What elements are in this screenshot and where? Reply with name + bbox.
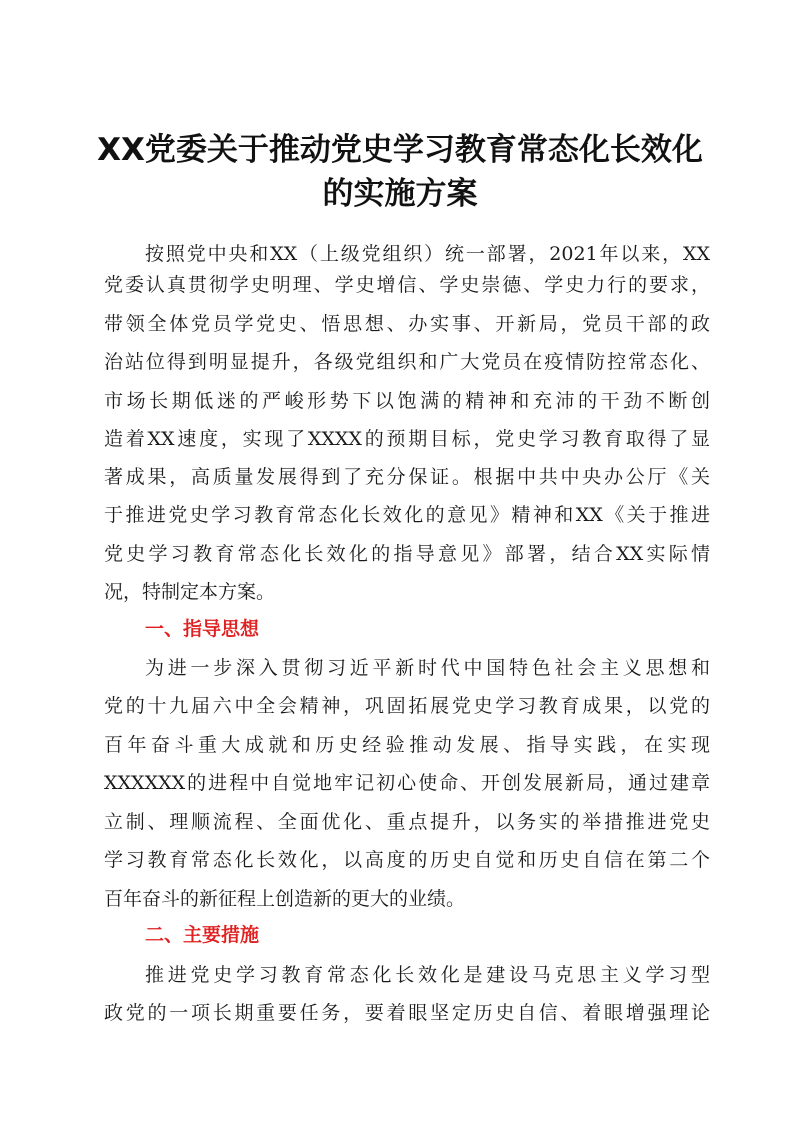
paragraph-line: 党的十九届六中全会精神，巩固拓展党史学习教育成果，以党的 xyxy=(104,695,710,717)
paragraph-line: 著成果，高质量发展得到了充分保证。根据中共中央办公厅《关 xyxy=(104,466,710,488)
section-heading-main-measures: 二、主要措施 xyxy=(145,924,260,946)
paragraph-line: 为进一步深入贯彻习近平新时代中国特色社会主义思想和 xyxy=(145,657,710,679)
paragraph-line: 百年奋斗重大成就和历史经验推动发展、指导实践，在实现 xyxy=(104,734,710,756)
paragraph-line: 按照党中央和XX（上级党组织）统一部署，2021年以来，XX xyxy=(145,243,710,265)
paragraph-line: 治站位得到明显提升，各级党组织和广大党员在疫情防控常态化、 xyxy=(104,351,710,373)
paragraph-line: 市场长期低迷的严峻形势下以饱满的精神和充沛的干劲不断创 xyxy=(104,390,710,412)
paragraph-line: 造着XX速度，实现了XXXX的预期目标，党史学习教育取得了显 xyxy=(104,428,710,450)
paragraph-line: 推进党史学习教育常态化长效化是建设马克思主义学习型 xyxy=(145,964,710,986)
paragraph-line: XXXXXX的进程中自觉地牢记初心使命、开创发展新局，通过建章 xyxy=(104,772,710,794)
document-title-line-1: XX党委关于推动党史学习教育常态化长效化 xyxy=(97,132,703,168)
paragraph-line: 党委认真贯彻学史明理、学史增信、学史崇德、学史力行的要求， xyxy=(104,274,710,296)
paragraph-line: 况，特制定本方案。 xyxy=(104,581,276,603)
document-title-line-2: 的实施方案 xyxy=(322,176,478,212)
section-heading-guiding-ideology: 一、指导思想 xyxy=(145,618,260,640)
paragraph-line: 学习教育常态化长效化，以高度的历史自觉和历史自信在第二个 xyxy=(104,849,710,871)
paragraph-line: 带领全体党员学党史、悟思想、办实事、开新局，党员干部的政 xyxy=(104,313,710,335)
paragraph-line: 于推进党史学习教育常态化长效化的意见》精神和XX《关于推进 xyxy=(104,504,710,526)
paragraph-line: 政党的一项长期重要任务，要着眼坚定历史自信、着眼增强理论 xyxy=(104,1002,710,1024)
paragraph-line: 立制、理顺流程、全面优化、重点提升，以务实的举措推进党史 xyxy=(104,811,710,833)
paragraph-line: 党史学习教育常态化长效化的指导意见》部署，结合XX实际情 xyxy=(104,543,710,565)
paragraph-line: 百年奋斗的新征程上创造新的更大的业绩。 xyxy=(104,888,466,910)
